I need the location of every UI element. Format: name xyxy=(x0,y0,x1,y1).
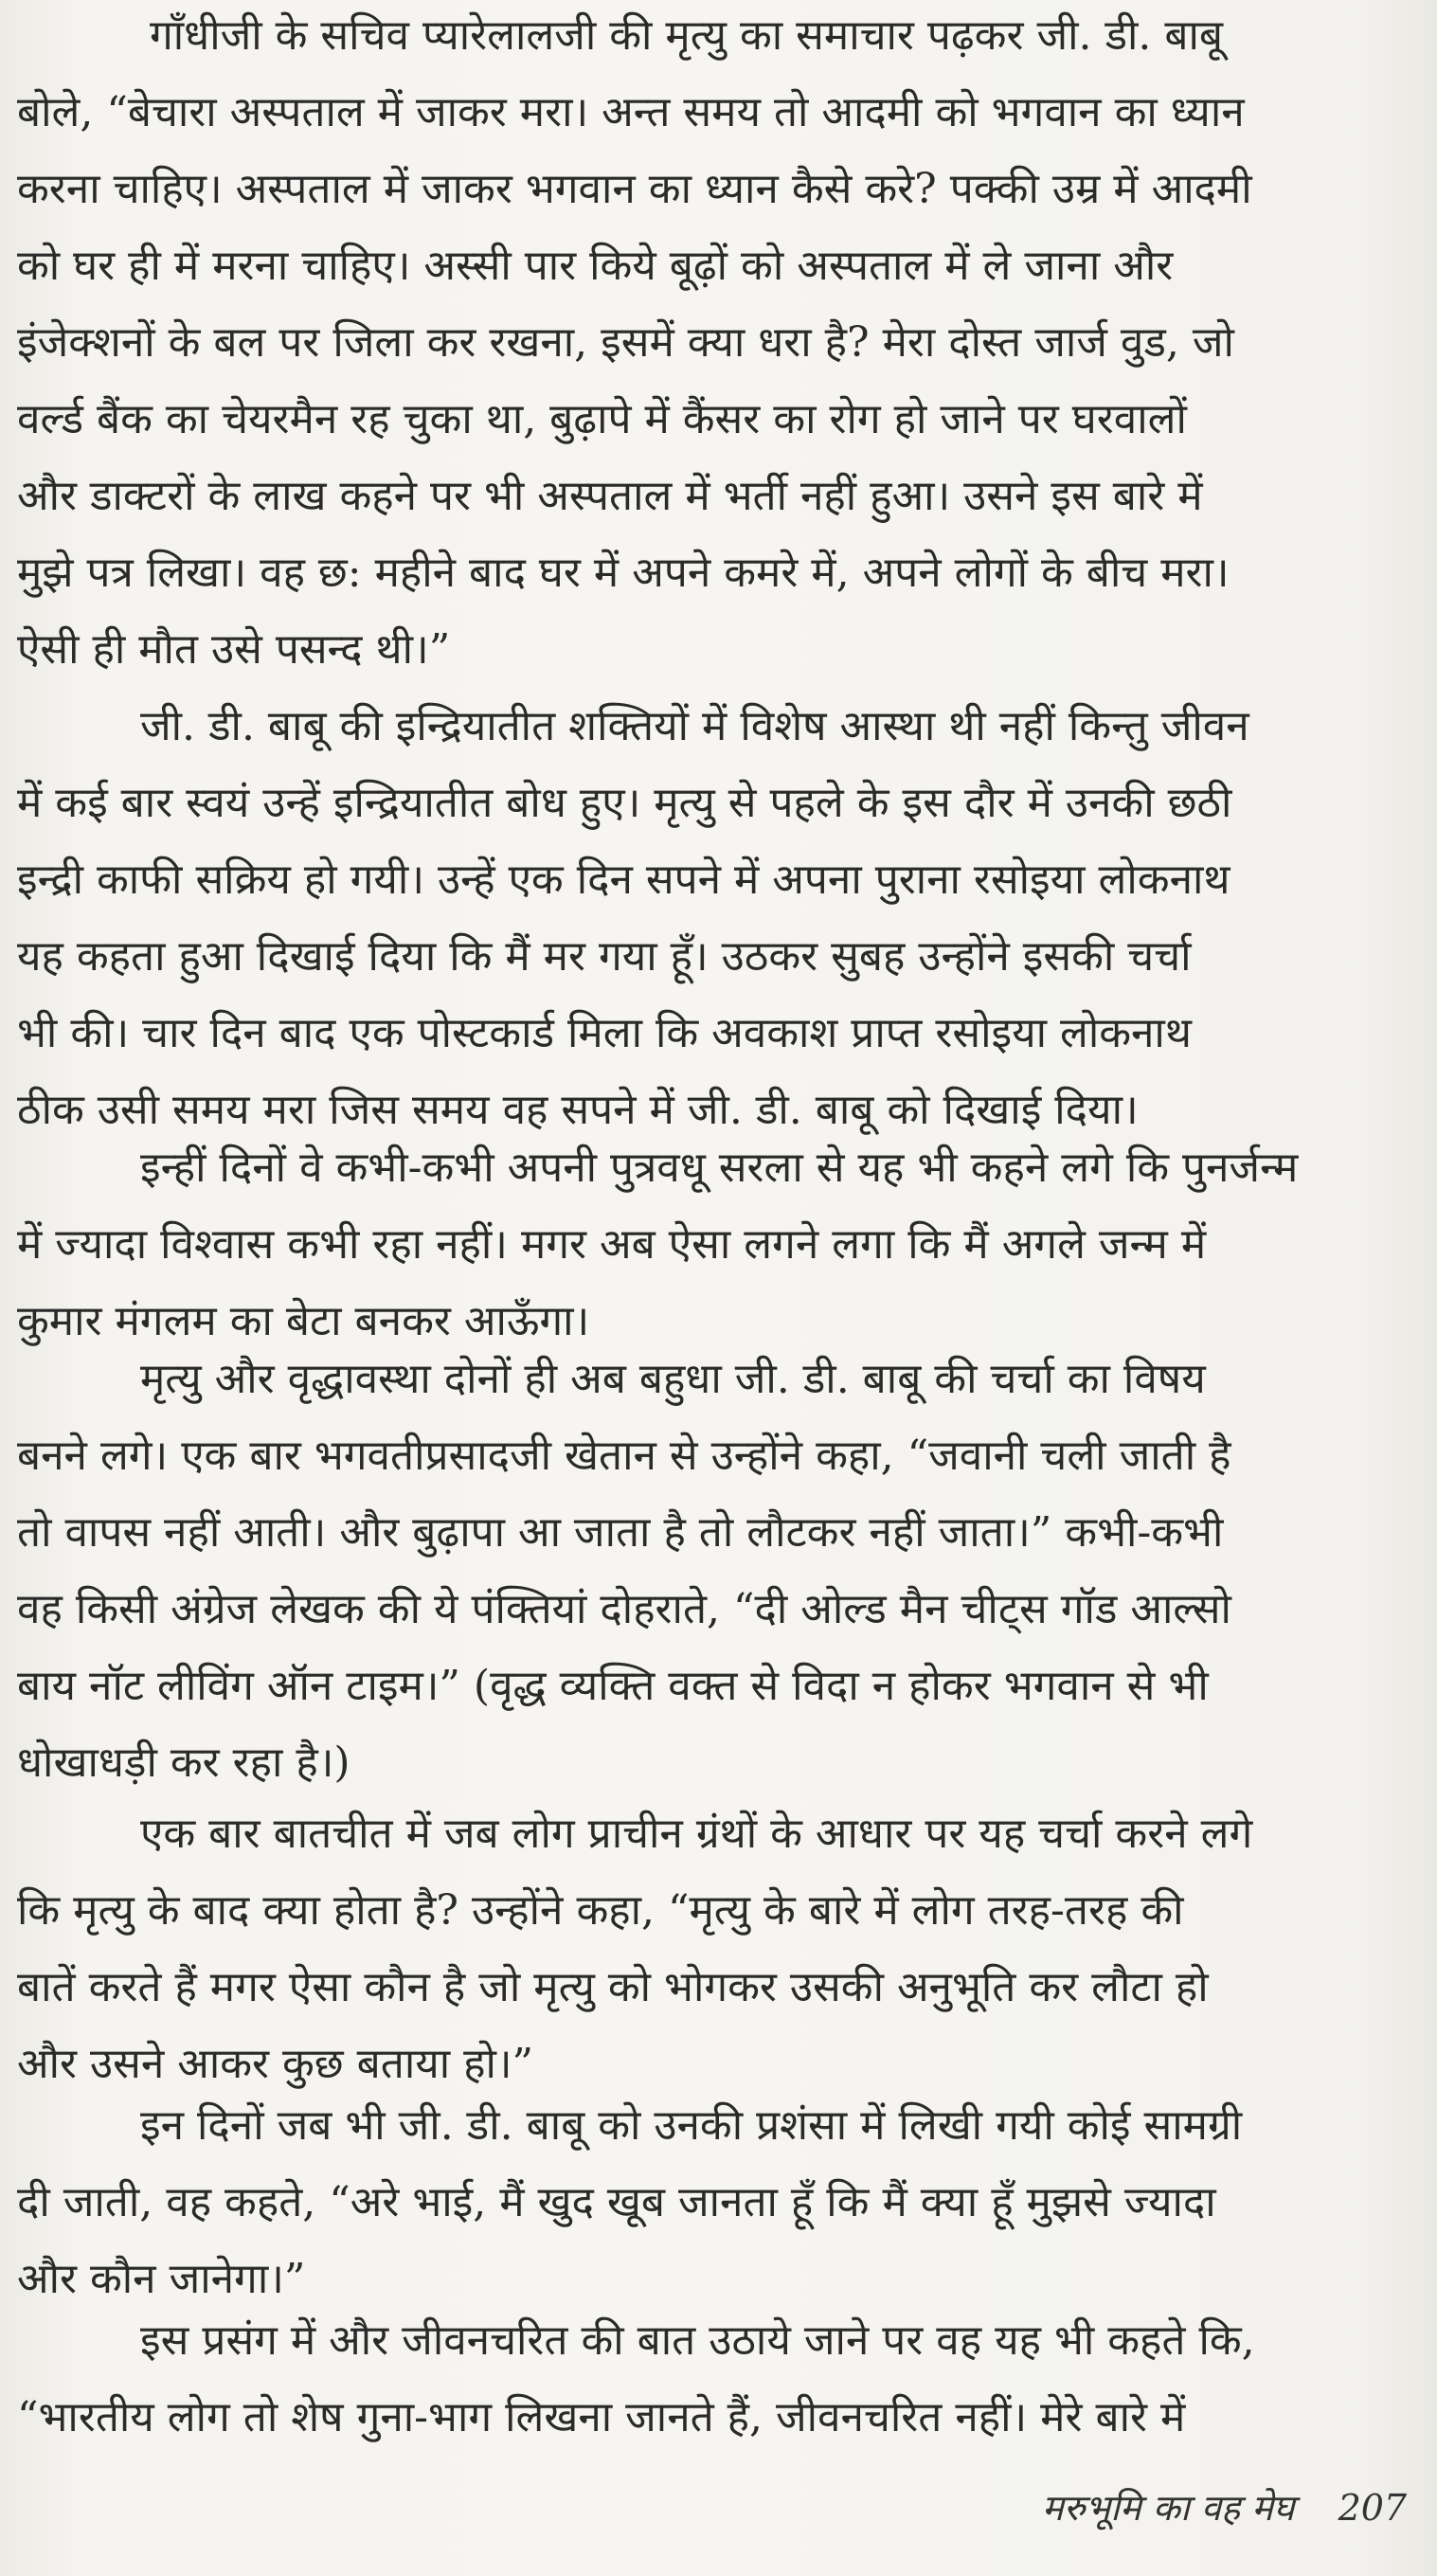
text-line: और डाक्टरों के लाख कहने पर भी अस्पताल में भर्ती नहीं हुआ। उसने इस बारे में xyxy=(17,472,1203,520)
text-line: बाय नॉट लीविंग ऑन टाइम।” (वृद्ध व्यक्ति वक्त से विदा न होकर भगवान से भी xyxy=(17,1662,1209,1710)
text-line: बोले, “बेचारा अस्पताल में जाकर मरा। अन्त समय तो आदमी को भगवान का ध्यान xyxy=(17,88,1245,136)
page-footer xyxy=(1042,2482,1407,2531)
text-line: वर्ल्ड बैंक का चेयरमैन रह चुका था, बुढ़ापे में कैंसर का रोग हो जाने पर घरवालों xyxy=(17,395,1187,443)
text-line: और कौन जानेगा।” xyxy=(17,2255,306,2303)
text-line: जी. डी. बाबू की इन्द्रियातीत शक्तियों में विशेष आस्था थी नहीं किन्तु जीवन xyxy=(140,702,1249,750)
page-number: 207 xyxy=(1338,2487,1408,2529)
running-title: मरुभूमि का वह मेघ xyxy=(1042,2487,1295,2529)
text-line: इन्द्री काफी सक्रिय हो गयी। उन्हें एक दिन सपने में अपना पुराना रसोइया लोकनाथ xyxy=(17,856,1230,904)
text-line: एक बार बातचीत में जब लोग प्राचीन ग्रंथों के आधार पर यह चर्चा करने लगे xyxy=(140,1810,1253,1858)
text-line: इन दिनों जब भी जी. डी. बाबू को उनकी प्रशंसा में लिखी गयी कोई सामग्री xyxy=(140,2101,1243,2150)
text-line: मृत्यु और वृद्धावस्था दोनों ही अब बहुधा जी. डी. बाबू की चर्चा का विषय xyxy=(140,1355,1206,1403)
text-line: यह कहता हुआ दिखाई दिया कि मैं मर गया हूँ। उठकर सुबह उन्होंने इसकी चर्चा xyxy=(17,932,1192,981)
text-line: वह किसी अंग्रेज लेखक की ये पंक्तियां दोहराते, “दी ओल्ड मैन चीट्स गॉड आल्सो xyxy=(17,1585,1231,1633)
text-line: मुझे पत्र लिखा। वह छ: महीने बाद घर में अपने कमरे में, अपने लोगों के बीच मरा। xyxy=(17,549,1230,597)
text-line: और उसने आकर कुछ बताया हो।” xyxy=(17,2040,534,2088)
text-line: को घर ही में मरना चाहिए। अस्सी पार किये बूढ़ों को अस्पताल में ले जाना और xyxy=(17,242,1174,290)
text-line: कुमार मंगलम का बेटा बनकर आऊँगा। xyxy=(17,1297,590,1345)
text-line: दी जाती, वह कहते, “अरे भाई, मैं खुद खूब जानता हूँ कि मैं क्या हूँ मुझसे ज्यादा xyxy=(17,2178,1216,2226)
text-line: में कई बार स्वयं उन्हें इन्द्रियातीत बोध हुए। मृत्यु से पहले के इस दौर में उनकी छठी xyxy=(17,779,1232,827)
text-line: “भारतीय लोग तो शेष गुना-भाग लिखना जानते हैं, जीवनचरित नहीं। मेरे बारे में xyxy=(17,2393,1186,2441)
text-line: में ज्यादा विश्वास कभी रहा नहीं। मगर अब ऐसा लगने लगा कि मैं अगले जन्म में xyxy=(17,1220,1207,1269)
text-line: इस प्रसंग में और जीवनचरित की बात उठाये जाने पर वह यह भी कहते कि, xyxy=(140,2316,1255,2365)
text-line: करना चाहिए। अस्पताल में जाकर भगवान का ध्यान कैसे करे? पक्की उम्र में आदमी xyxy=(17,165,1252,213)
text-line: ठीक उसी समय मरा जिस समय वह सपने में जी. डी. बाबू को दिखाई दिया। xyxy=(17,1086,1139,1134)
text-line: धोखाधड़ी कर रहा है।) xyxy=(17,1738,350,1787)
text-line: गाँधीजी के सचिव प्यारेलालजी की मृत्यु का समाचार पढ़कर जी. डी. बाबू xyxy=(150,11,1224,60)
text-line: कि मृत्यु के बाद क्या होता है? उन्होंने कहा, “मृत्यु के बारे में लोग तरह-तरह की xyxy=(17,1886,1184,1935)
text-line: इंजेक्शनों के बल पर जिला कर रखना, इसमें क्या धरा है? मेरा दोस्त जार्ज वुड, जो xyxy=(17,318,1234,367)
text-line: भी की। चार दिन बाद एक पोस्टकार्ड मिला कि अवकाश प्राप्त रसोइया लोकनाथ xyxy=(17,1009,1192,1057)
text-line: ऐसी ही मौत उसे पसन्द थी।” xyxy=(17,625,451,674)
text-line: इन्हीं दिनों वे कभी-कभी अपनी पुत्रवधू सरला से यह भी कहने लगे कि पुनर्जन्म xyxy=(140,1144,1299,1192)
text-line: तो वापस नहीं आती। और बुढ़ापा आ जाता है तो लौटकर नहीं जाता।” कभी-कभी xyxy=(17,1508,1224,1557)
text-line: बनने लगे। एक बार भगवतीप्रसादजी खेतान से उन्होंने कहा, “जवानी चली जाती है xyxy=(17,1432,1231,1480)
text-line: बातें करते हैं मगर ऐसा कौन है जो मृत्यु को भोगकर उसकी अनुभूति कर लौटा हो xyxy=(17,1963,1209,2011)
